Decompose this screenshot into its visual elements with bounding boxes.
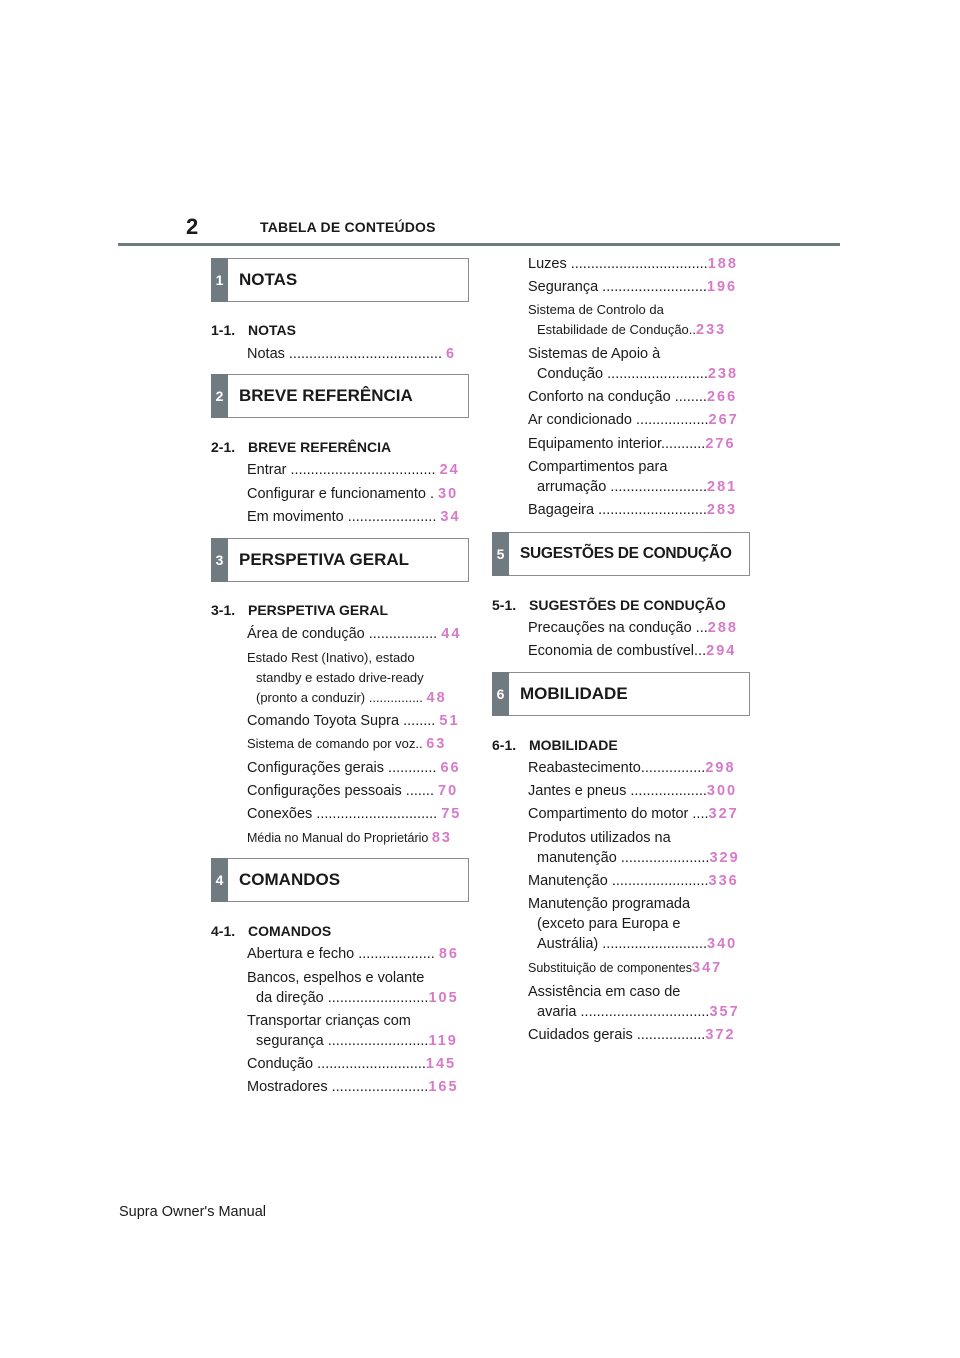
toc-entry-continuation: standby e estado drive-ready bbox=[256, 670, 424, 685]
toc-entry[interactable]: Configurações pessoais ....... 70 bbox=[247, 783, 459, 799]
toc-entry[interactable]: Ar condicionado ..................267 bbox=[528, 412, 739, 428]
toc-entry[interactable]: Sistema de Controlo da bbox=[528, 302, 664, 317]
toc-entry[interactable]: Notas ...................................... 6 bbox=[247, 346, 457, 362]
toc-entry[interactable]: Cuidados gerais .................372 bbox=[528, 1027, 736, 1043]
toc-entry[interactable]: Transportar crianças com bbox=[247, 1013, 411, 1029]
section-title: SUGESTÕES DE CONDUÇÃO bbox=[520, 545, 732, 562]
toc-entry[interactable]: Sistemas de Apoio à bbox=[528, 346, 661, 362]
toc-entry[interactable]: Área de condução ................. 44 bbox=[247, 626, 462, 642]
section-title: COMANDOS bbox=[239, 870, 341, 889]
section-5-header[interactable] bbox=[492, 532, 750, 576]
toc-entry[interactable]: Economia de combustível...294 bbox=[528, 643, 737, 659]
toc-entry[interactable]: Entrar .................................... 24 bbox=[247, 462, 460, 478]
toc-entry[interactable]: Sistema de comando por voz.. 63 bbox=[247, 736, 447, 752]
toc-entry[interactable]: Segurança ..........................196 bbox=[528, 279, 738, 295]
header-rule bbox=[118, 243, 840, 246]
toc-entry[interactable]: Substituição de componentes347 bbox=[528, 960, 723, 976]
section-tab-number: 5 bbox=[492, 532, 509, 576]
toc-entry[interactable]: Compartimentos para bbox=[528, 459, 668, 475]
toc-entry[interactable]: Compartimento do motor ....327 bbox=[528, 806, 739, 822]
toc-entry[interactable]: Abertura e fecho ................... 86 bbox=[247, 946, 459, 962]
toc-entry-continuation: arrumação ........................281 bbox=[537, 479, 738, 495]
subsection-heading: 3-1. PERSPETIVA GERAL bbox=[211, 602, 389, 618]
toc-entry[interactable]: Em movimento ...................... 34 bbox=[247, 509, 461, 525]
subsection-heading: 4-1. COMANDOS bbox=[211, 923, 332, 939]
toc-entry[interactable]: Configurações gerais ............ 66 bbox=[247, 760, 461, 776]
toc-entry[interactable]: Conforto na condução ........266 bbox=[528, 389, 738, 405]
page-number: 2 bbox=[186, 214, 199, 239]
toc-entry-continuation: Condução .........................238 bbox=[537, 366, 739, 382]
subsection-heading: 6-1. MOBILIDADE bbox=[492, 737, 618, 753]
section-title: BREVE REFERÊNCIA bbox=[239, 386, 413, 405]
toc-entry[interactable]: Produtos utilizados na bbox=[528, 830, 671, 846]
toc-entry-continuation: segurança .........................119 bbox=[256, 1033, 458, 1049]
section-tab-number: 4 bbox=[211, 858, 228, 902]
toc-entry[interactable]: Estado Rest (Inativo), estado bbox=[247, 650, 415, 665]
toc-entry[interactable]: Reabastecimento................298 bbox=[528, 760, 736, 776]
toc-entry[interactable]: Bancos, espelhos e volante bbox=[247, 970, 425, 986]
toc-entry[interactable]: Bagageira ...........................283 bbox=[528, 502, 738, 518]
section-tab-number: 6 bbox=[492, 672, 509, 716]
toc-entry[interactable]: Precauções na condução ...288 bbox=[528, 620, 738, 636]
toc-entry[interactable]: Condução ...........................145 bbox=[247, 1056, 457, 1072]
section-3-header[interactable] bbox=[211, 538, 469, 582]
section-tab-number: 1 bbox=[211, 258, 228, 302]
toc-entry[interactable]: Comando Toyota Supra ........ 51 bbox=[247, 713, 460, 729]
toc-entry[interactable]: Equipamento interior...........276 bbox=[528, 436, 736, 452]
toc-entry-continuation: da direção .........................105 bbox=[256, 990, 459, 1006]
subsection-heading: 1-1. NOTAS bbox=[211, 322, 296, 338]
section-title: NOTAS bbox=[239, 270, 298, 289]
section-1-header[interactable] bbox=[211, 258, 469, 302]
page-header-title: TABELA DE CONTEÚDOS bbox=[260, 219, 436, 235]
toc-entry[interactable]: Manutenção ........................336 bbox=[528, 873, 739, 889]
section-tab-number: 3 bbox=[211, 538, 228, 582]
section-tab-number: 2 bbox=[211, 374, 228, 418]
toc-entry[interactable]: Assistência em caso de bbox=[528, 984, 681, 1000]
toc-entry-continuation: avaria ................................357 bbox=[537, 1004, 740, 1020]
footer-text: Supra Owner's Manual bbox=[119, 1204, 267, 1220]
section-2-header[interactable] bbox=[211, 374, 469, 418]
toc-entry[interactable]: Luzes ..................................188 bbox=[528, 256, 738, 272]
section-title: MOBILIDADE bbox=[520, 684, 628, 703]
toc-entry-continuation: (pronto a conduzir) ............... 48 bbox=[256, 690, 447, 706]
toc-entry-continuation: (exceto para Europa e bbox=[537, 916, 681, 932]
section-4-header[interactable] bbox=[211, 858, 469, 902]
toc-entry[interactable]: Configurar e funcionamento . 30 bbox=[247, 486, 459, 502]
toc-entry[interactable]: Manutenção programada bbox=[528, 896, 691, 912]
subsection-heading: 5-1. SUGESTÕES DE CONDUÇÃO bbox=[492, 597, 726, 613]
section-6-header[interactable] bbox=[492, 672, 750, 716]
toc-entry[interactable]: Média no Manual do Proprietário 83 bbox=[247, 830, 452, 846]
section-title: PERSPETIVA GERAL bbox=[239, 550, 410, 569]
toc-entry[interactable]: Conexões .............................. 75 bbox=[247, 806, 462, 822]
toc-entry-continuation: Austrália) ..........................340 bbox=[537, 936, 738, 952]
toc-entry[interactable]: Mostradores ........................165 bbox=[247, 1079, 459, 1095]
subsection-heading: 2-1. BREVE REFERÊNCIA bbox=[211, 439, 392, 455]
toc-entry-continuation: manutenção ......................329 bbox=[537, 850, 740, 866]
toc-entry[interactable]: Jantes e pneus ...................300 bbox=[528, 783, 738, 799]
toc-entry-continuation: Estabilidade de Condução..233 bbox=[537, 322, 727, 338]
